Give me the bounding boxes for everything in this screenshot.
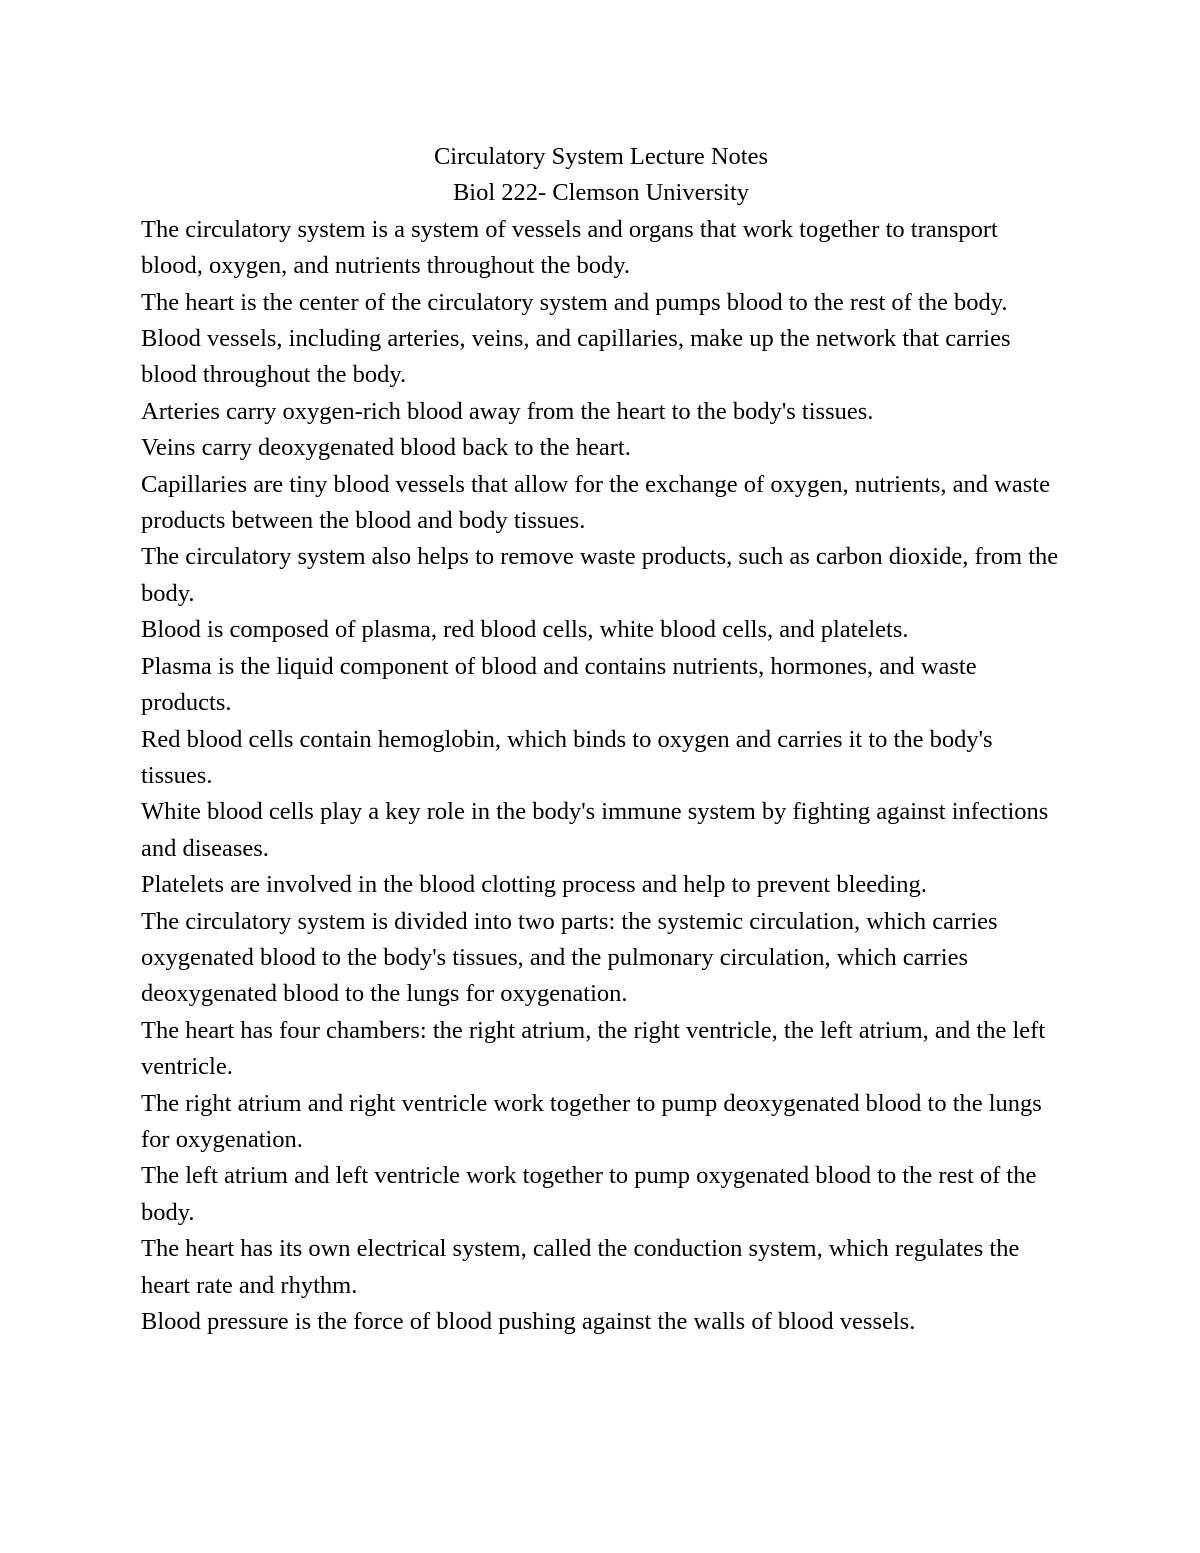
paragraph: Capillaries are tiny blood vessels that allow for the exchange of oxygen, nutrients, and waste products between the blood and body tissues. bbox=[141, 470, 1050, 535]
paragraph: The heart has four chambers: the right atrium, the right ventricle, the left atrium, and the left ventricle. bbox=[141, 1016, 1046, 1081]
paragraph: Platelets are involved in the blood clotting process and help to prevent bleeding. bbox=[141, 871, 927, 899]
paragraph: Arteries carry oxygen-rich blood away from the heart to the body's tissues. bbox=[141, 397, 874, 425]
document-subtitle: Biol 222- Clemson University bbox=[452, 179, 750, 207]
paragraph: Blood vessels, including arteries, veins, and capillaries, make up the network that carries blood throughout the body. bbox=[141, 325, 1011, 389]
paragraph: Blood is composed of plasma, red blood cells, white blood cells, and platelets. bbox=[141, 616, 909, 644]
paragraph: White blood cells play a key role in the body's immune system by fighting against infections and diseases. bbox=[141, 798, 1049, 862]
paragraph: The heart has its own electrical system, called the conduction system, which regulates the heart rate and rhythm. bbox=[141, 1235, 1020, 1299]
paragraph: Blood pressure is the force of blood pushing against the walls of blood vessels. bbox=[141, 1308, 916, 1335]
paragraph: The right atrium and right ventricle work together to pump deoxygenated blood to the lungs for oxygenation. bbox=[141, 1089, 1042, 1153]
document-body bbox=[141, 139, 1061, 1340]
document-title: Circulatory System Lecture Notes bbox=[433, 143, 769, 170]
paragraph: Red blood cells contain hemoglobin, which binds to oxygen and carries it to the body's tissues. bbox=[141, 725, 993, 789]
paragraph: Veins carry deoxygenated blood back to the heart. bbox=[141, 434, 631, 462]
paragraph: The circulatory system also helps to remove waste products, such as carbon dioxide, from the body. bbox=[141, 543, 1059, 607]
paragraph: The circulatory system is a system of vessels and organs that work together to transport blood, oxygen, and nutrients throughout the body. bbox=[141, 215, 998, 280]
paragraph: The left atrium and left ventricle work together to pump oxygenated blood to the rest of the body. bbox=[141, 1162, 1037, 1226]
paragraph: The circulatory system is divided into two parts: the systemic circulation, which carries oxygenated blood to the body's tissues, and the pulmonary circulation, which carries deoxygenated blood to the lungs for oxygenation. bbox=[141, 907, 998, 1008]
paragraph: Plasma is the liquid component of blood and contains nutrients, hormones, and waste products. bbox=[141, 652, 977, 717]
paragraph: The heart is the center of the circulatory system and pumps blood to the rest of the body. bbox=[141, 288, 1008, 316]
